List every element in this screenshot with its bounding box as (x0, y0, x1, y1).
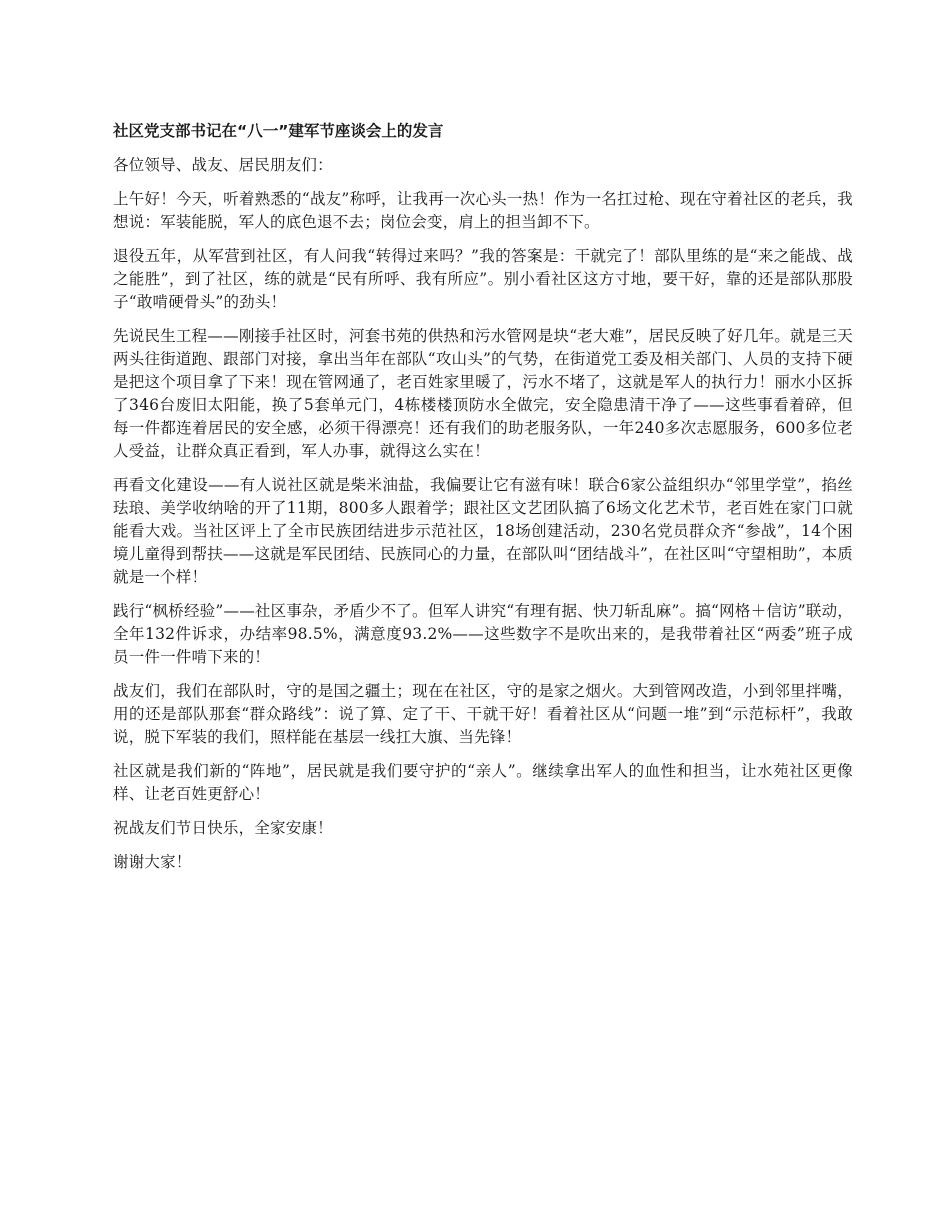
document-title: 社区党支部书记在“八一”建军节座谈会上的发言 (113, 122, 444, 140)
paragraph-culture: 再看文化建设——有人说社区就是柴米油盐，我偏要让它有滋有味！联合6家公益组织办“邻里学堂”，掐丝珐琅、美学收纳啥的开了11期，800多人跟着学；跟社区文艺团队搞了6场文化艺术节，老百姓在家门口就能看大戏。当社区评上了全市民族团结进步示范社区，18场创建活动，230名党员群众齐“参战”，14个困境儿童得到帮扶——这就是军民团结、民族同心的力量，在部队叫“团结战斗”，在社区叫“守望相助”，本质就是一个样！ (113, 476, 853, 586)
paragraph-thanks: 谢谢大家！ (113, 853, 192, 871)
salutation: 各位领导、战友、居民朋友们： (113, 156, 333, 174)
paragraph-greeting: 上午好！今天，听着熟悉的“战友”称呼，让我再一次心头一热！作为一名扛过枪、现在守着社区的老兵，我想说：军装能脱，军人的底色退不去；岗位会变，肩上的担当卸不下。 (113, 190, 853, 231)
paragraph-retirement: 退役五年，从军营到社区，有人问我“转得过来吗？”我的答案是：干就完了！部队里练的是“来之能战、战之能胜”，到了社区，练的就是“民有所呼、我有所应”。别小看社区这方寸地，要干好，靠的还是部队那股子“敢啃硬骨头”的劲头！ (113, 247, 853, 311)
paragraph-comrades: 战友们，我们在部队时，守的是国之疆土；现在在社区，守的是家之烟火。大到管网改造，小到邻里拌嘴，用的还是部队那套“群众路线”：说了算、定了干、干就干好！看着社区从“问题一堆”到“示范标杆”，我敢说，脱下军装的我们，照样能在基层一线扛大旗、当先锋！ (113, 682, 853, 746)
paragraph-position: 社区就是我们新的“阵地”，居民就是我们要守护的“亲人”。继续拿出军人的血性和担当，让水苑社区更像样、让老百姓更舒心！ (113, 762, 853, 803)
paragraph-wishes: 祝战友们节日快乐，全家安康！ (113, 819, 333, 837)
document-page (113, 120, 853, 885)
paragraph-fengqiao: 践行“枫桥经验”——社区事杂，矛盾少不了。但军人讲究“有理有据、快刀斩乱麻”。搞“网格＋信访”联动，全年132件诉求，办结率98.5%，满意度93.2%——这些数字不是吹出来的，是我带着社区“两委”班子成员一件一件啃下来的！ (113, 602, 853, 666)
paragraph-livelihood: 先说民生工程——刚接手社区时，河套书苑的供热和污水管网是块“老大难”，居民反映了好几年。就是三天两头往街道跑、跟部门对接，拿出当年在部队“攻山头”的气势，在街道党工委及相关部门、人员的支持下硬是把这个项目拿了下来！现在管网通了，老百姓家里暖了，污水不堵了，这就是军人的执行力！丽水小区拆了346台废旧太阳能，换了5套单元门，4栋楼楼顶防水全做完，安全隐患清干净了——这些事看着碎，但每一件都连着居民的安全感，必须干得漂亮！还有我们的助老服务队，一年240多次志愿服务，600多位老人受益，让群众真正看到，军人办事，就得这么实在！ (113, 327, 853, 460)
